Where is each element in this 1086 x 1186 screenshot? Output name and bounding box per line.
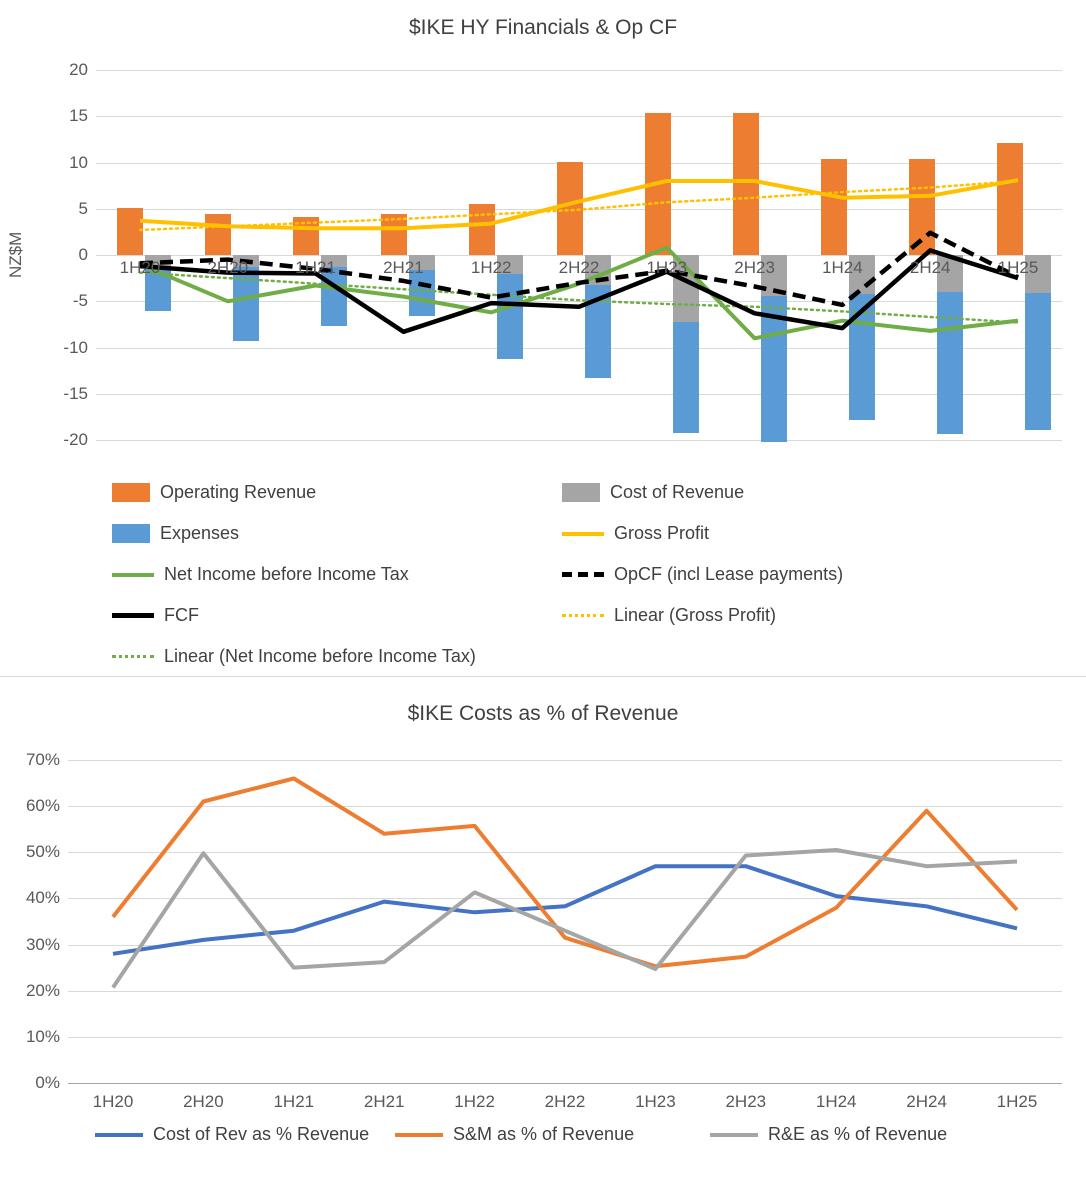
legend-item-expenses[interactable] xyxy=(112,513,562,554)
line-gross-profit xyxy=(140,180,1018,228)
y-tick-label: 10% xyxy=(25,1026,60,1046)
legend-item-re-pct[interactable] xyxy=(710,1124,1010,1145)
legend-item-opcf[interactable] xyxy=(562,554,1012,595)
legend-swatch-cost-of-rev-pct xyxy=(95,1133,143,1137)
x-tick-label: 1H23 xyxy=(635,1092,676,1111)
section-divider xyxy=(0,676,1086,677)
y-tick-label: -20 xyxy=(63,430,88,449)
y-axis-title-financials: NZ$M xyxy=(6,231,25,278)
legend-label: OpCF (incl Lease payments) xyxy=(614,564,844,584)
x-tick-label: 1H20 xyxy=(92,1092,134,1111)
x-tick-label: 1H24 xyxy=(815,1092,857,1111)
trendline-net-income xyxy=(140,273,1018,323)
x-tick-label: 2H23 xyxy=(725,1092,767,1111)
y-tick-label: 15 xyxy=(69,106,88,126)
legend-swatch-re-pct xyxy=(710,1133,758,1137)
line-series-financials xyxy=(96,70,1062,440)
legend-label: S&M as % of Revenue xyxy=(453,1124,635,1144)
legend-label: Operating Revenue xyxy=(160,482,317,502)
chart-title-costs-percent: $IKE Costs as % of Revenue xyxy=(407,702,679,725)
line-re-pct xyxy=(113,850,1017,988)
x-tick-label: 1H21 xyxy=(295,258,336,277)
x-tick-label: 2H22 xyxy=(544,1092,586,1111)
legend-item-sm-pct[interactable] xyxy=(395,1124,710,1145)
legend-item-operating-revenue[interactable] xyxy=(112,472,562,513)
y-tick-label: 0% xyxy=(35,1073,60,1092)
y-tick-label: -10 xyxy=(63,337,88,357)
legend-item-gross-profit[interactable] xyxy=(562,513,1012,554)
y-tick-label: -15 xyxy=(63,383,88,403)
chart-title-financials: $IKE HY Financials & Op CF xyxy=(408,16,678,39)
legend-financials xyxy=(112,472,1042,677)
x-tick-label: 1H22 xyxy=(454,1092,495,1111)
x-tick-label: 2H24 xyxy=(909,258,951,277)
legend-swatch-linear-net-income xyxy=(112,655,154,658)
legend-label: Linear (Gross Profit) xyxy=(614,605,777,625)
legend-item-linear-gross-profit[interactable] xyxy=(562,595,1012,636)
legend-label: R&E as % of Revenue xyxy=(768,1124,948,1144)
y-tick-label: 30% xyxy=(25,934,60,954)
legend-swatch-expenses xyxy=(112,524,150,543)
legend-swatch-operating-revenue xyxy=(112,483,150,502)
gridline xyxy=(96,440,1062,441)
y-tick-label: 20 xyxy=(69,60,88,79)
x-tick-label: 1H21 xyxy=(273,1092,315,1111)
legend-label: Linear (Net Income before Income Tax) xyxy=(164,646,476,666)
y-tick-label: 10 xyxy=(69,152,88,172)
y-tick-label: 20% xyxy=(25,980,60,1000)
legend-label: Net Income before Income Tax xyxy=(164,564,409,584)
x-tick-label: 1H20 xyxy=(119,258,161,277)
x-tick-label: 2H20 xyxy=(207,258,249,277)
line-series-costs-percent xyxy=(68,760,1062,1083)
legend-label: Cost of Revenue xyxy=(610,482,745,502)
legend-swatch-fcf xyxy=(112,613,154,618)
trendline-gross-profit xyxy=(140,181,1018,230)
x-tick-label: 1H23 xyxy=(646,258,688,277)
legend-swatch-gross-profit xyxy=(562,532,604,536)
x-tick-label: 1H24 xyxy=(822,258,863,277)
y-tick-label: 70% xyxy=(25,750,60,769)
x-tick-label: 2H21 xyxy=(363,1092,405,1111)
x-tick-label: 2H22 xyxy=(558,258,600,277)
legend-label: FCF xyxy=(164,605,199,625)
legend-label: Expenses xyxy=(160,523,240,543)
y-tick-label: 60% xyxy=(25,796,60,816)
legend-swatch-net-income xyxy=(112,573,154,577)
legend-item-cost-of-rev-pct[interactable] xyxy=(95,1124,395,1145)
legend-label: Cost of Rev as % Revenue xyxy=(153,1124,370,1144)
legend-swatch-opcf xyxy=(562,572,604,577)
legend-swatch-cost-of-revenue xyxy=(562,483,600,502)
legend-item-cost-of-revenue[interactable] xyxy=(562,472,1012,513)
line-sm-pct xyxy=(113,779,1017,967)
gridline xyxy=(68,1083,1062,1084)
x-tick-label: 1H25 xyxy=(997,258,1039,277)
plot-area-financials xyxy=(63,60,1062,449)
y-tick-label: 40% xyxy=(25,888,60,908)
x-tick-label: 2H24 xyxy=(906,1092,947,1111)
x-tick-label: 1H22 xyxy=(470,258,512,277)
legend-swatch-linear-gross-profit xyxy=(562,614,604,617)
legend-label: Gross Profit xyxy=(614,523,710,543)
chart-costs-percent xyxy=(0,680,1086,1186)
y-tick-label: 50% xyxy=(25,842,60,862)
legend-item-linear-net-income[interactable] xyxy=(112,636,1012,677)
x-tick-label: 2H23 xyxy=(734,258,775,277)
legend-item-net-income[interactable] xyxy=(112,554,562,595)
plot-area-costs-percent xyxy=(25,750,1062,1111)
y-tick-label: -5 xyxy=(72,291,88,311)
legend-costs-percent xyxy=(95,1124,1055,1145)
y-tick-label: 5 xyxy=(78,198,88,218)
y-tick-label: 0 xyxy=(78,245,88,264)
x-tick-label: 2H20 xyxy=(183,1092,224,1111)
x-tick-label: 2H21 xyxy=(383,258,424,277)
legend-item-fcf[interactable] xyxy=(112,595,562,636)
x-tick-label: 1H25 xyxy=(996,1092,1038,1111)
legend-swatch-sm-pct xyxy=(395,1133,443,1137)
